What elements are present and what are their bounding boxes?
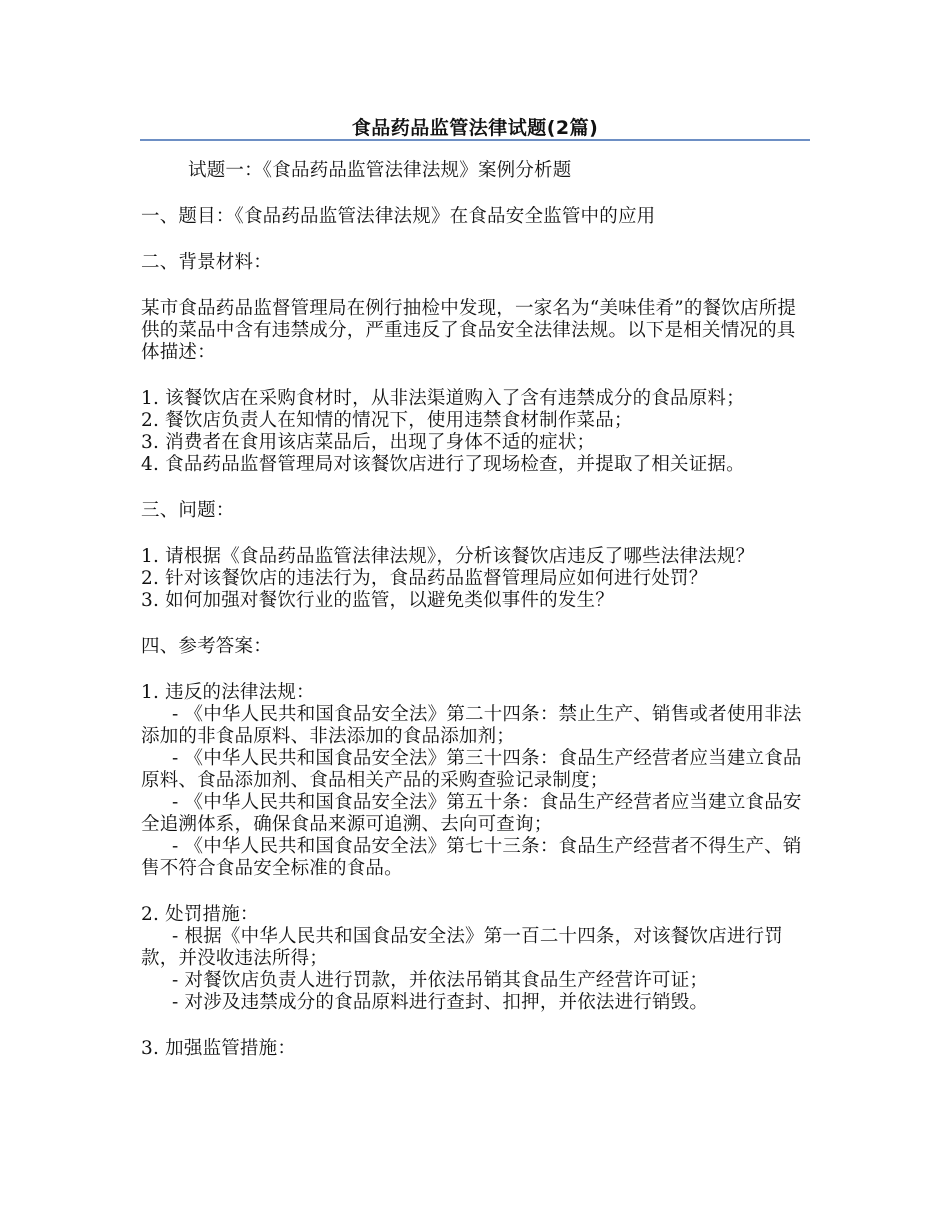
- answer-law-item: - 《中华人民共和国食品安全法》第三十四条：食品生产经营者应当建立食品原料、食品添加剂、食品相关产品的采购查验记录制度；: [141, 748, 802, 791]
- answer-penalty-item: - 对涉及违禁成分的食品原料进行查封、扣押，并依法进行销毁。: [172, 992, 709, 1013]
- answer-law-item: - 《中华人民共和国食品安全法》第二十四条：禁止生产、销售或者使用非法添加的非食品原料、非法添加的食品添加剂；: [141, 704, 802, 747]
- document-body: [141, 160, 809, 1060]
- background-item: 3. 消费者在食用该店菜品后，出现了身体不适的症状；: [141, 432, 596, 453]
- title-underline: [140, 139, 810, 141]
- answer-penalty-item: - 根据《中华人民共和国食品安全法》第一百二十四条，对该餐饮店进行罚款，并没收违法所得；: [141, 926, 783, 969]
- answer-law-item: - 《中华人民共和国食品安全法》第七十三条：食品生产经营者不得生产、销售不符合食品安全标准的食品。: [141, 836, 802, 879]
- section-heading-topic: 一、题目：《食品药品监管法律法规》在食品安全监管中的应用: [141, 206, 656, 227]
- background-item: 1. 该餐饮店在采购食材时，从非法渠道购入了含有违禁成分的食品原料；: [141, 388, 745, 409]
- section-heading-questions: 三、问题：: [141, 500, 235, 521]
- document-title: 食品药品监管法律试题(2篇): [351, 117, 599, 139]
- question-item: 2. 针对该餐饮店的违法行为，食品药品监督管理局应如何进行处罚？: [141, 568, 708, 589]
- question-item: 1. 请根据《食品药品监管法律法规》，分析该餐饮店违反了哪些法律法规？: [141, 546, 755, 567]
- answer-law-item: - 《中华人民共和国食品安全法》第五十条：食品生产经营者应当建立食品安全追溯体系，确保食品来源可追溯、去向可查询；: [141, 792, 802, 835]
- answer-heading-supervision: 3. 加强监管措施：: [141, 1038, 297, 1059]
- answer-heading-penalties: 2. 处罚措施：: [141, 904, 259, 925]
- background-paragraph: 某市食品药品监督管理局在例行抽检中发现，一家名为“美味佳肴”的餐饮店所提供的菜品中含有违禁成分，严重违反了食品安全法律法规。以下是相关情况的具体描述：: [141, 298, 797, 363]
- section-heading-answers: 四、参考答案：: [141, 636, 272, 657]
- answer-heading-laws: 1. 违反的法律法规：: [141, 682, 315, 703]
- exam-subtitle: 试题一：《食品药品监管法律法规》案例分析题: [188, 160, 572, 181]
- answer-penalty-item: - 对餐饮店负责人进行罚款，并依法吊销其食品生产经营许可证；: [172, 970, 709, 991]
- question-item: 3. 如何加强对餐饮行业的监管，以避免类似事件的发生？: [141, 590, 614, 611]
- background-item: 2. 餐饮店负责人在知情的情况下，使用违禁食材制作菜品；: [141, 410, 633, 431]
- background-item: 4. 食品药品监督管理局对该餐饮店进行了现场检查，并提取了相关证据。: [141, 454, 745, 475]
- section-heading-background: 二、背景材料：: [141, 252, 272, 273]
